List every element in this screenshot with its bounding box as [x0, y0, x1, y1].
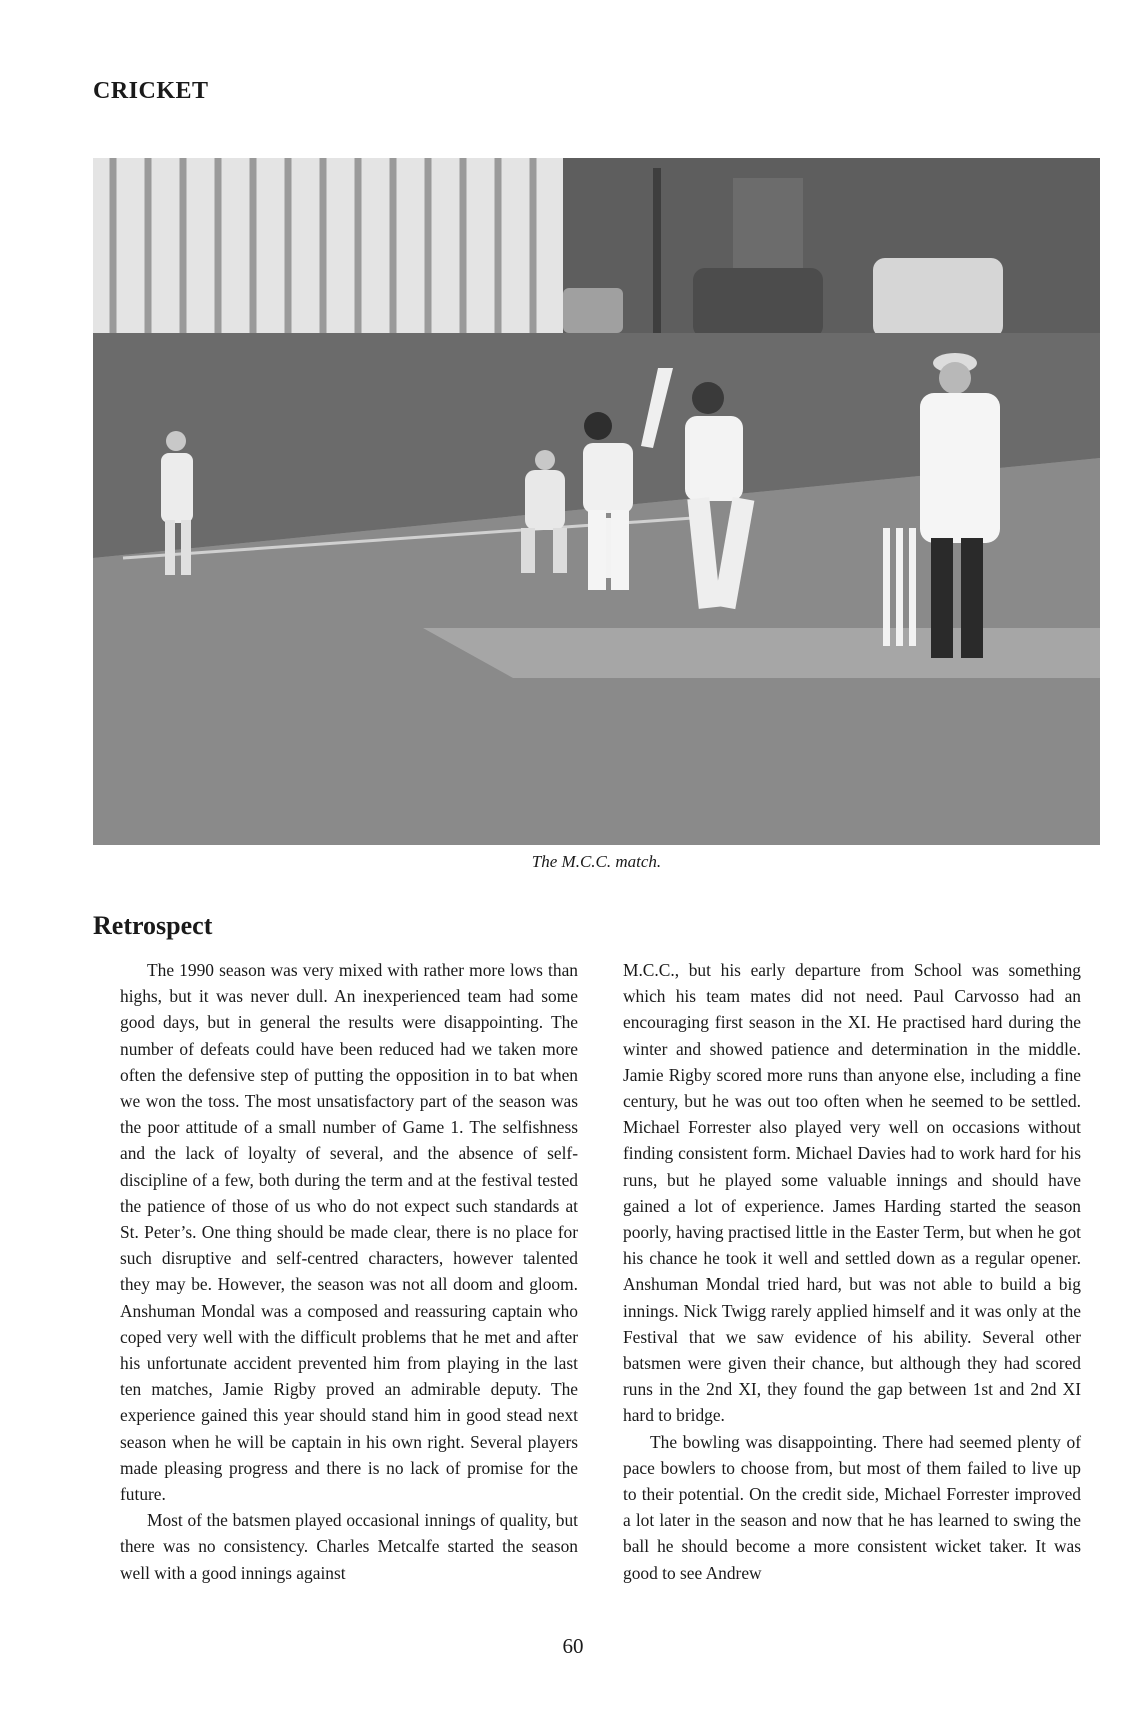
- paragraph: M.C.C., but his early departure from School was something which his team mates did not need. Paul Carvosso had an encouraging first season in the XI. He practised hard during the winter and showed patience and determination in the middle. Jamie Rigby scored more runs than anyone else, including a fine century, but he was out too often when he seemed to be settled. Michael Forrester also played very well on occasions without finding consistent form. Michael Davies had to work hard for his runs, but he played some valuable innings and should have gained a lot of experience. James Harding started the season poorly, having practised little in the Easter Term, but when he got his chance he took it well and settled down as a regular opener. Anshuman Mondal tried hard, but was not able to build a big innings. Nick Twigg rarely applied himself and it was only at the Festival that we saw evidence of his ability. Several other batsmen were given their chance, but although they had scored runs in the 2nd XI, they found the gap between 1st and 2nd XI hard to bridge.: [623, 960, 1081, 1426]
- section-title: CRICKET: [93, 78, 209, 104]
- paragraph: Most of the batsmen played occasional innings of quality, but there was no consistency. Charles Metcalfe started the season well with a good innings against: [120, 1510, 578, 1583]
- article-column-left: [120, 957, 578, 1586]
- photo-caption: The M.C.C. match.: [531, 852, 662, 871]
- article-heading: Retrospect: [93, 911, 213, 940]
- paragraph: The bowling was disappointing. There had seemed plenty of pace bowlers to choose from, but most of them failed to live up to their potential. On the credit side, Michael Forrester improved a lot later in the season and now that he has learned to swing the ball he should become a more consistent wicket taker. It was good to see Andrew: [623, 1431, 1081, 1583]
- cricket-match-photo: [93, 158, 1100, 845]
- page-number: 60: [562, 1634, 584, 1658]
- paragraph: The 1990 season was very mixed with rather more lows than highs, but it was never dull. An inexperienced team had some good days, but in general the results were disappointing. The number of defeats could have been reduced had we taken more often the defensive step of putting the opposition in to bat when we won the toss. The most unsatisfactory part of the season was the poor attitude of a small number of Game 1. The selfishness and the lack of loyalty of several, and the absence of self-discipline of a few, both during the term and at the festival tested the patience of those of us who do not expect such standards at St. Peter’s. One thing should be made clear, there is no place for such disruptive and self-centred characters, however talented they may be. However, the season was not all doom and gloom. Anshuman Mondal was a composed and reassuring captain who coped very well with the difficult problems that he met and after his unfortunate accident prevented him from playing in the last ten matches, Jamie Rigby proved an admirable deputy. The experience gained this year should stand him in good stead next season when he will be captain in his own right. Several players made pleasing progress and there is no lack of promise for the future.: [120, 960, 578, 1505]
- article-column-right: [623, 957, 1081, 1586]
